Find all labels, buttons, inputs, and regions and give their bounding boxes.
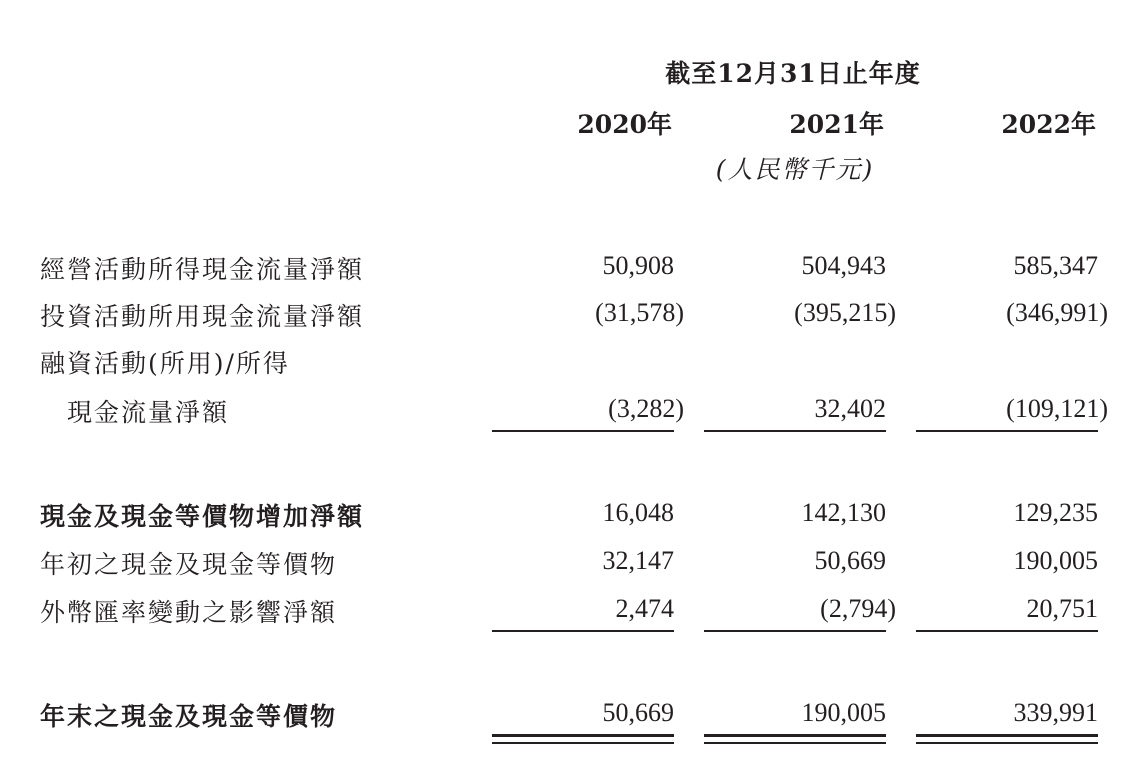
unit-label: (人民幣千元)	[715, 155, 875, 184]
row-label-financing-line2: 現金流量淨額	[67, 398, 230, 427]
subtotal-rule2-2022	[916, 630, 1098, 632]
total-double-rule-top-2021	[704, 734, 886, 737]
subtotal-rule-2020	[492, 430, 674, 432]
subtotal-rule2-2020	[492, 630, 674, 632]
row-label-financing-line1: 融資活動(所用)/所得	[40, 349, 290, 378]
cell-fx-2020: 2,474	[615, 594, 674, 623]
cell-investing-2022: (346,991)	[1006, 298, 1108, 327]
row-label-ending-cash: 年末之現金及現金等價物	[40, 702, 338, 731]
row-label-beginning-cash: 年初之現金及現金等價物	[40, 550, 338, 579]
cell-fx-2022: 20,751	[1026, 594, 1098, 623]
row-label-operating-cash-flow: 經營活動所得現金流量淨額	[40, 255, 365, 284]
cell-investing-2020: (31,578)	[595, 298, 684, 327]
period-heading: 截至12月31日止年度	[665, 59, 921, 88]
cell-beginning-2021: 50,669	[814, 546, 886, 575]
year-header-2020: 2020年	[577, 110, 672, 139]
cell-financing-2020: (3,282)	[608, 394, 684, 423]
total-double-rule-top-2020	[492, 734, 674, 737]
row-label-investing-cash-flow: 投資活動所用現金流量淨額	[40, 302, 365, 331]
total-double-rule-top-2022	[916, 734, 1098, 737]
cell-financing-2021: 32,402	[814, 394, 886, 423]
cell-net-increase-2020: 16,048	[602, 498, 674, 527]
cell-net-increase-2022: 129,235	[1013, 498, 1098, 527]
cell-fx-2021: (2,794)	[820, 594, 896, 623]
cell-financing-2022: (109,121)	[1006, 394, 1108, 423]
cell-operating-2021: 504,943	[801, 251, 886, 280]
row-label-fx-effect: 外幣匯率變動之影響淨額	[40, 598, 338, 627]
year-header-2022: 2022年	[1001, 110, 1096, 139]
subtotal-rule2-2021	[704, 630, 886, 632]
cell-investing-2021: (395,215)	[794, 298, 896, 327]
cell-net-increase-2021: 142,130	[801, 498, 886, 527]
cell-beginning-2020: 32,147	[602, 546, 674, 575]
total-double-rule-bottom-2020	[492, 742, 674, 744]
total-double-rule-bottom-2022	[916, 742, 1098, 744]
cell-ending-2020: 50,669	[602, 698, 674, 727]
cell-ending-2022: 339,991	[1013, 698, 1098, 727]
subtotal-rule-2021	[704, 430, 886, 432]
cell-beginning-2022: 190,005	[1013, 546, 1098, 575]
row-label-net-increase: 現金及現金等價物增加淨額	[40, 502, 365, 531]
cell-operating-2020: 50,908	[602, 251, 674, 280]
total-double-rule-bottom-2021	[704, 742, 886, 744]
year-header-2021: 2021年	[789, 110, 884, 139]
cell-ending-2021: 190,005	[801, 698, 886, 727]
cell-operating-2022: 585,347	[1013, 251, 1098, 280]
subtotal-rule-2022	[916, 430, 1098, 432]
